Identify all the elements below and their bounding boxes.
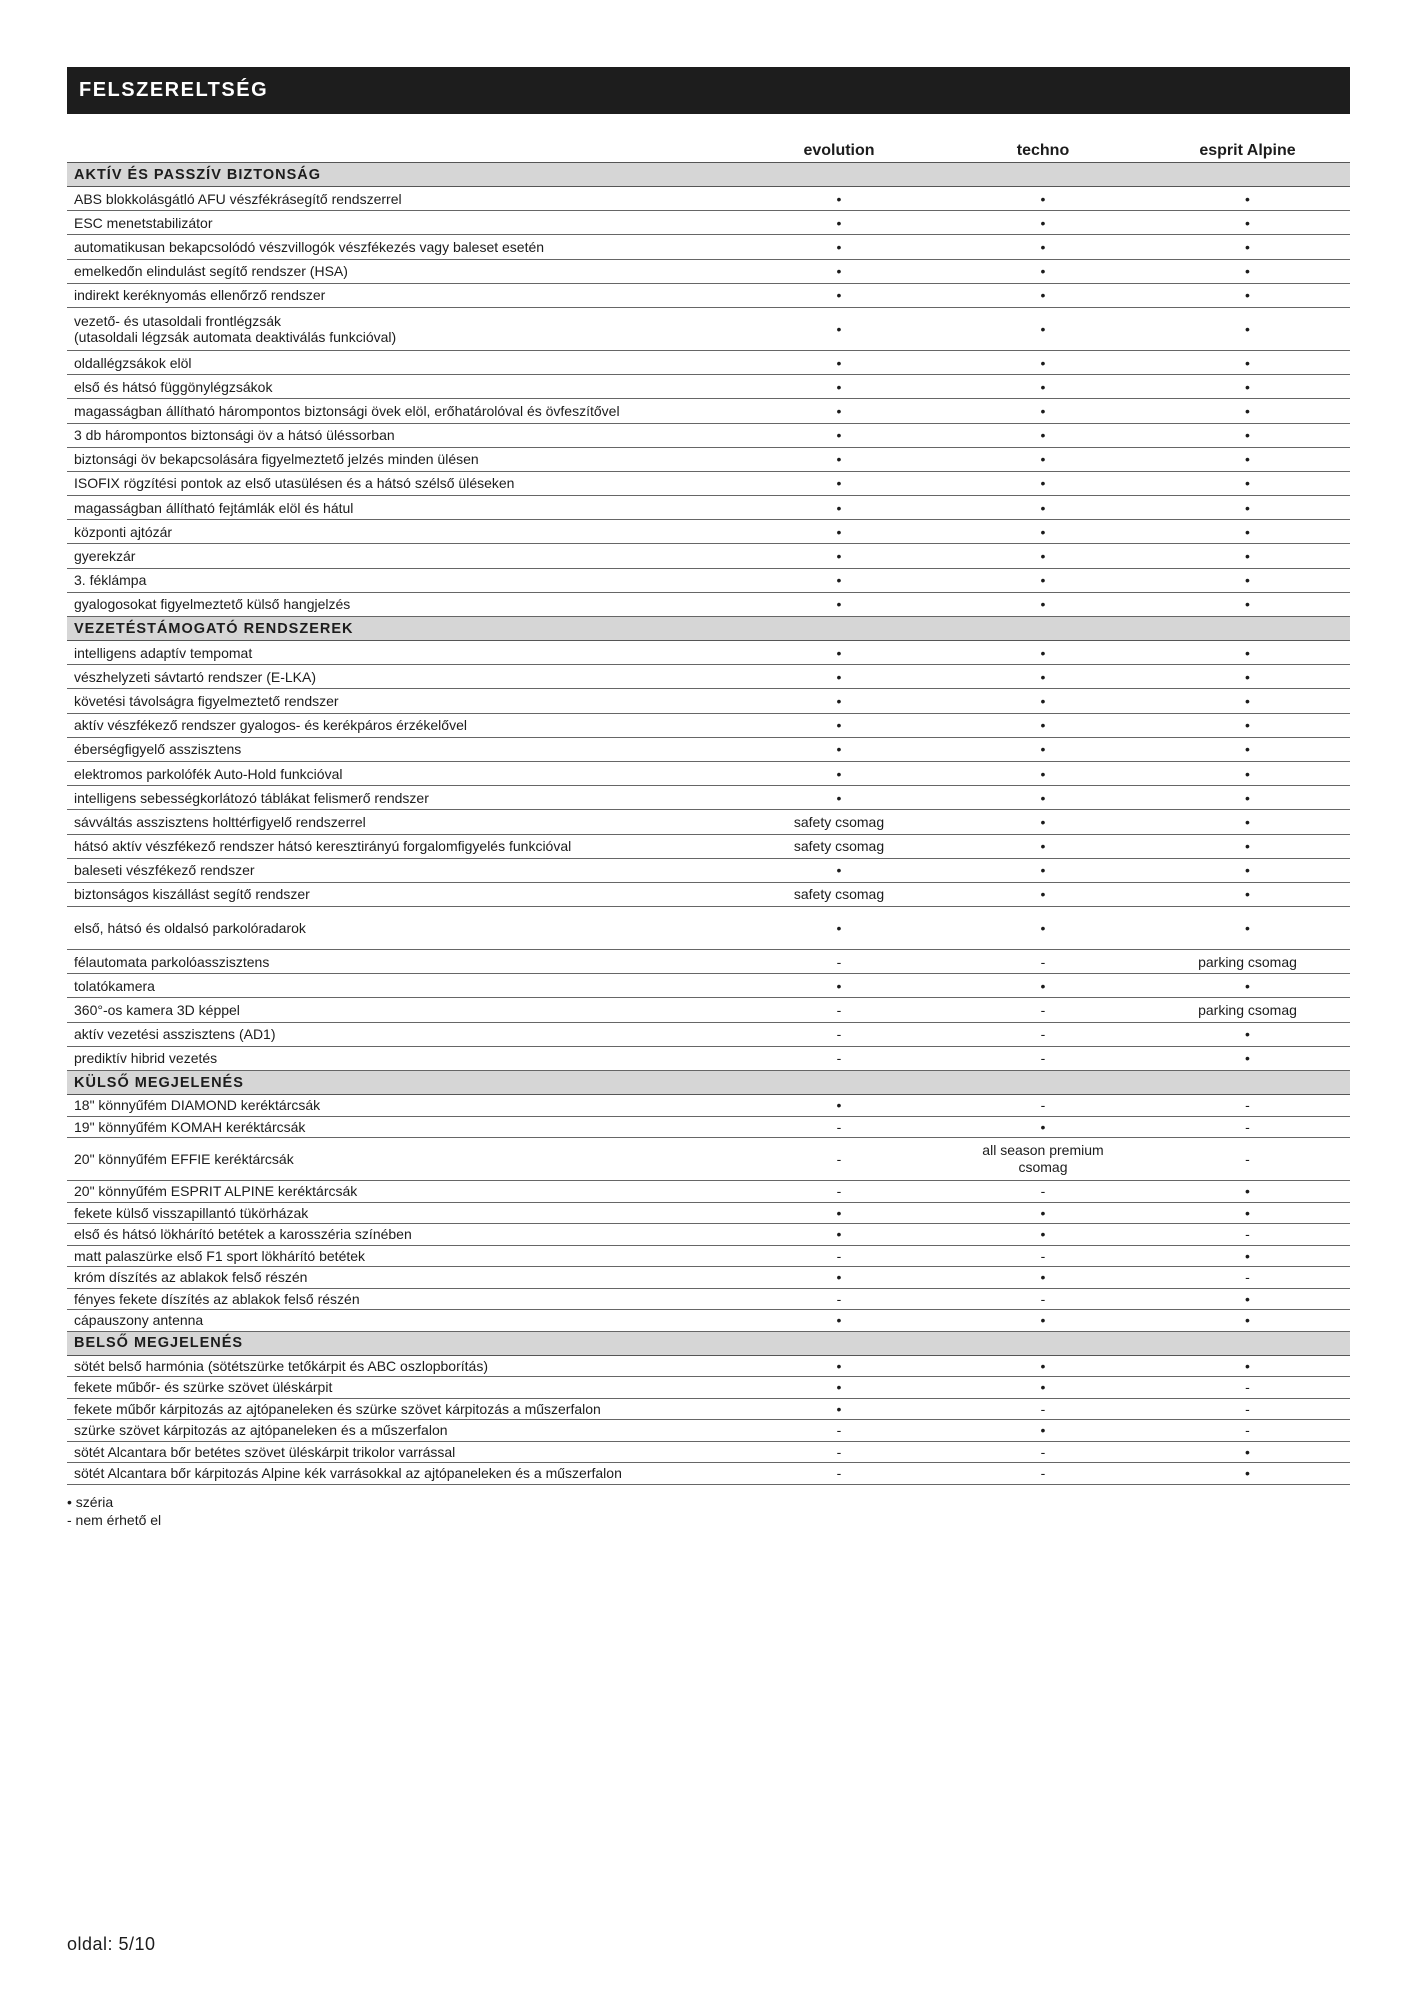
value-techno: • xyxy=(941,187,1145,211)
value-evolution: - xyxy=(737,1022,941,1046)
table-row xyxy=(67,496,1350,520)
value-evolution: • xyxy=(737,520,941,544)
feature-label: sávváltás asszisztens holttérfigyelő rendszerrel xyxy=(67,810,737,834)
value-evolution: • xyxy=(737,1398,941,1420)
table-row xyxy=(67,447,1350,471)
feature-label: központi ajtózár xyxy=(67,520,737,544)
value-techno: • xyxy=(941,568,1145,592)
feature-label: intelligens adaptív tempomat xyxy=(67,641,737,665)
feature-label: sötét Alcantara bőr kárpitozás Alpine kék varrásokkal az ajtópaneleken és a műszerfalon xyxy=(67,1463,737,1485)
feature-label: 3. féklámpa xyxy=(67,568,737,592)
value-evolution: safety csomag xyxy=(737,810,941,834)
table-row xyxy=(67,1420,1350,1442)
value-evolution: • xyxy=(737,592,941,616)
value-evolution: • xyxy=(737,307,941,350)
value-evolution: • xyxy=(737,211,941,235)
feature-label: vészhelyzeti sávtartó rendszer (E-LKA) xyxy=(67,665,737,689)
table-row xyxy=(67,1310,1350,1332)
value-esprit-alpine: • xyxy=(1145,520,1350,544)
page-number: oldal: 5/10 xyxy=(67,1934,156,1954)
feature-label: ISOFIX rögzítési pontok az első utasülésen és a hátsó szélső üléseken xyxy=(67,471,737,495)
feature-label: első és hátsó függönylégzsákok xyxy=(67,375,737,399)
table-row xyxy=(67,1095,1350,1117)
value-esprit-alpine: • xyxy=(1145,447,1350,471)
value-techno: • xyxy=(941,1202,1145,1224)
value-techno: • xyxy=(941,375,1145,399)
value-techno: - xyxy=(941,950,1145,974)
value-evolution: • xyxy=(737,737,941,761)
section-header: BELSŐ MEGJELENÉS xyxy=(67,1331,1350,1355)
value-esprit-alpine: • xyxy=(1145,399,1350,423)
feature-label: króm díszítés az ablakok felső részén xyxy=(67,1267,737,1289)
value-evolution: • xyxy=(737,1377,941,1399)
value-techno: - xyxy=(941,1181,1145,1203)
feature-label: cápauszony antenna xyxy=(67,1310,737,1332)
feature-label: gyalogosokat figyelmeztető külső hangjelzés xyxy=(67,592,737,616)
value-esprit-alpine: • xyxy=(1145,211,1350,235)
feature-label: gyerekzár xyxy=(67,544,737,568)
feature-label: fekete műbőr kárpitozás az ajtópaneleken és szürke szövet kárpitozás a műszerfalon xyxy=(67,1398,737,1420)
value-evolution: • xyxy=(737,1310,941,1332)
feature-label: 18" könnyűfém DIAMOND keréktárcsák xyxy=(67,1095,737,1117)
value-esprit-alpine: • xyxy=(1145,235,1350,259)
table-row xyxy=(67,974,1350,998)
value-esprit-alpine: • xyxy=(1145,1441,1350,1463)
value-techno: - xyxy=(941,1022,1145,1046)
table-row xyxy=(67,641,1350,665)
page-title: FELSZERELTSÉG xyxy=(79,79,269,101)
value-techno: - xyxy=(941,1245,1145,1267)
value-evolution: - xyxy=(737,1181,941,1203)
table-row xyxy=(67,1138,1350,1181)
feature-label: aktív vészfékező rendszer gyalogos- és kerékpáros érzékelővel xyxy=(67,713,737,737)
feature-label: 19" könnyűfém KOMAH keréktárcsák xyxy=(67,1116,737,1138)
feature-label: 3 db hárompontos biztonsági öv a hátsó üléssorban xyxy=(67,423,737,447)
value-esprit-alpine: • xyxy=(1145,882,1350,906)
column-header-evolution: evolution xyxy=(737,136,941,163)
value-techno: • xyxy=(941,907,1145,950)
value-esprit-alpine: • xyxy=(1145,496,1350,520)
value-esprit-alpine: • xyxy=(1145,1245,1350,1267)
table-row xyxy=(67,375,1350,399)
value-esprit-alpine: • xyxy=(1145,786,1350,810)
table-row xyxy=(67,1463,1350,1485)
value-techno: • xyxy=(941,974,1145,998)
value-evolution: - xyxy=(737,1288,941,1310)
value-esprit-alpine: • xyxy=(1145,350,1350,374)
table-row xyxy=(67,1377,1350,1399)
value-techno: • xyxy=(941,399,1145,423)
feature-label: fekete műbőr- és szürke szövet üléskárpit xyxy=(67,1377,737,1399)
value-techno: • xyxy=(941,1116,1145,1138)
feature-label: baleseti vészfékező rendszer xyxy=(67,858,737,882)
column-header-esprit-alpine: esprit Alpine xyxy=(1145,136,1350,163)
value-techno: • xyxy=(941,1310,1145,1332)
feature-label: vezető- és utasoldali frontlégzsák (utasoldali légzsák automata deaktiválás funkcióval) xyxy=(67,307,737,350)
value-evolution: • xyxy=(737,761,941,785)
value-evolution: - xyxy=(737,950,941,974)
value-esprit-alpine: • xyxy=(1145,810,1350,834)
value-esprit-alpine: • xyxy=(1145,1310,1350,1332)
value-esprit-alpine: - xyxy=(1145,1377,1350,1399)
value-esprit-alpine: • xyxy=(1145,858,1350,882)
feature-label: magasságban állítható hárompontos biztonsági övek elöl, erőhatárolóval és övfeszítővel xyxy=(67,399,737,423)
value-esprit-alpine: - xyxy=(1145,1224,1350,1246)
table-row xyxy=(67,1398,1350,1420)
value-esprit-alpine: • xyxy=(1145,259,1350,283)
value-techno: • xyxy=(941,810,1145,834)
column-header-feature xyxy=(67,136,737,163)
value-esprit-alpine: • xyxy=(1145,307,1350,350)
value-evolution: • xyxy=(737,259,941,283)
feature-label: 360°-os kamera 3D képpel xyxy=(67,998,737,1022)
value-esprit-alpine: - xyxy=(1145,1420,1350,1442)
value-evolution: - xyxy=(737,1463,941,1485)
value-techno: • xyxy=(941,520,1145,544)
feature-label: fényes fekete díszítés az ablakok felső részén xyxy=(67,1288,737,1310)
table-row xyxy=(67,665,1350,689)
feature-label: biztonsági öv bekapcsolására figyelmeztető jelzés minden ülésen xyxy=(67,447,737,471)
value-evolution: • xyxy=(737,1355,941,1377)
table-row xyxy=(67,1355,1350,1377)
value-techno: • xyxy=(941,1267,1145,1289)
value-evolution: • xyxy=(737,447,941,471)
value-evolution: • xyxy=(737,568,941,592)
value-esprit-alpine: - xyxy=(1145,1267,1350,1289)
table-row xyxy=(67,689,1350,713)
feature-label: 20" könnyűfém ESPRIT ALPINE keréktárcsák xyxy=(67,1181,737,1203)
feature-label: 20" könnyűfém EFFIE keréktárcsák xyxy=(67,1138,737,1181)
value-evolution: • xyxy=(737,641,941,665)
value-techno: - xyxy=(941,1463,1145,1485)
value-techno: • xyxy=(941,761,1145,785)
value-evolution: - xyxy=(737,1420,941,1442)
value-techno: - xyxy=(941,1095,1145,1117)
feature-label: ABS blokkolásgátló AFU vészfékrásegítő rendszerrel xyxy=(67,187,737,211)
table-row xyxy=(67,1224,1350,1246)
value-techno: • xyxy=(941,592,1145,616)
value-techno: all season premium csomag xyxy=(941,1138,1145,1181)
value-techno: • xyxy=(941,665,1145,689)
feature-label: oldallégzsákok elöl xyxy=(67,350,737,374)
value-techno: • xyxy=(941,307,1145,350)
feature-label: első, hátsó és oldalsó parkolóradarok xyxy=(67,907,737,950)
value-evolution: • xyxy=(737,713,941,737)
value-esprit-alpine: • xyxy=(1145,737,1350,761)
value-evolution: • xyxy=(737,235,941,259)
value-techno: • xyxy=(941,882,1145,906)
value-evolution: - xyxy=(737,1138,941,1181)
table-row xyxy=(67,544,1350,568)
value-techno: • xyxy=(941,496,1145,520)
feature-label: prediktív hibrid vezetés xyxy=(67,1046,737,1070)
value-evolution: • xyxy=(737,1202,941,1224)
value-evolution: - xyxy=(737,1245,941,1267)
value-techno: • xyxy=(941,689,1145,713)
table-row xyxy=(67,858,1350,882)
value-esprit-alpine: • xyxy=(1145,187,1350,211)
value-esprit-alpine: • xyxy=(1145,1046,1350,1070)
value-techno: • xyxy=(941,641,1145,665)
value-esprit-alpine: • xyxy=(1145,375,1350,399)
value-techno: • xyxy=(941,447,1145,471)
table-row xyxy=(67,187,1350,211)
feature-label: aktív vezetési asszisztens (AD1) xyxy=(67,1022,737,1046)
value-esprit-alpine: • xyxy=(1145,544,1350,568)
value-evolution: - xyxy=(737,1116,941,1138)
table-row xyxy=(67,1267,1350,1289)
feature-label: indirekt keréknyomás ellenőrző rendszer xyxy=(67,283,737,307)
value-techno: • xyxy=(941,259,1145,283)
page xyxy=(67,67,1350,1529)
table-row xyxy=(67,283,1350,307)
value-techno: • xyxy=(941,350,1145,374)
value-evolution: • xyxy=(737,375,941,399)
value-esprit-alpine: parking csomag xyxy=(1145,998,1350,1022)
table-row xyxy=(67,1245,1350,1267)
feature-label: sötét belső harmónia (sötétszürke tetőkárpit és ABC oszlopborítás) xyxy=(67,1355,737,1377)
value-evolution: • xyxy=(737,786,941,810)
feature-label: ESC menetstabilizátor xyxy=(67,211,737,235)
value-techno: • xyxy=(941,1355,1145,1377)
table-row xyxy=(67,1046,1350,1070)
value-evolution: safety csomag xyxy=(737,834,941,858)
value-techno: • xyxy=(941,858,1145,882)
feature-label: matt palaszürke első F1 sport lökhárító betétek xyxy=(67,1245,737,1267)
value-evolution: • xyxy=(737,689,941,713)
table-row xyxy=(67,399,1350,423)
value-esprit-alpine: • xyxy=(1145,1022,1350,1046)
table-row xyxy=(67,211,1350,235)
value-evolution: • xyxy=(737,858,941,882)
value-esprit-alpine: • xyxy=(1145,834,1350,858)
feature-label: követési távolságra figyelmeztető rendszer xyxy=(67,689,737,713)
value-esprit-alpine: • xyxy=(1145,1202,1350,1224)
table-row xyxy=(67,1022,1350,1046)
value-esprit-alpine: • xyxy=(1145,568,1350,592)
value-esprit-alpine: • xyxy=(1145,423,1350,447)
value-techno: • xyxy=(941,283,1145,307)
value-esprit-alpine: - xyxy=(1145,1138,1350,1181)
value-evolution: • xyxy=(737,187,941,211)
value-techno: - xyxy=(941,1441,1145,1463)
value-techno: - xyxy=(941,1398,1145,1420)
value-esprit-alpine: - xyxy=(1145,1116,1350,1138)
value-evolution: • xyxy=(737,399,941,423)
feature-label: magasságban állítható fejtámlák elöl és hátul xyxy=(67,496,737,520)
value-esprit-alpine: parking csomag xyxy=(1145,950,1350,974)
value-evolution: • xyxy=(737,974,941,998)
table-row xyxy=(67,786,1350,810)
feature-label: félautomata parkolóasszisztens xyxy=(67,950,737,974)
value-esprit-alpine: • xyxy=(1145,1288,1350,1310)
feature-label: fekete külső visszapillantó tükörházak xyxy=(67,1202,737,1224)
feature-label: sötét Alcantara bőr betétes szövet üléskárpit trikolor varrással xyxy=(67,1441,737,1463)
value-techno: • xyxy=(941,211,1145,235)
table-row xyxy=(67,1441,1350,1463)
value-evolution: • xyxy=(737,665,941,689)
value-esprit-alpine: - xyxy=(1145,1095,1350,1117)
value-evolution: • xyxy=(737,907,941,950)
value-esprit-alpine: • xyxy=(1145,907,1350,950)
value-esprit-alpine: • xyxy=(1145,713,1350,737)
value-techno: - xyxy=(941,1288,1145,1310)
section-header: VEZETÉSTÁMOGATÓ RENDSZEREK xyxy=(67,617,1350,641)
value-evolution: • xyxy=(737,1224,941,1246)
value-techno: • xyxy=(941,423,1145,447)
feature-label: biztonságos kiszállást segítő rendszer xyxy=(67,882,737,906)
legend xyxy=(67,1493,1350,1529)
section-header-row xyxy=(67,1071,1350,1095)
table-row xyxy=(67,520,1350,544)
value-evolution: • xyxy=(737,283,941,307)
value-esprit-alpine: • xyxy=(1145,761,1350,785)
value-esprit-alpine: • xyxy=(1145,471,1350,495)
value-evolution: - xyxy=(737,1441,941,1463)
value-evolution: • xyxy=(737,350,941,374)
value-evolution: - xyxy=(737,1046,941,1070)
table-row xyxy=(67,834,1350,858)
feature-label: emelkedőn elindulást segítő rendszer (HSA) xyxy=(67,259,737,283)
equipment-table-body xyxy=(67,163,1350,1485)
value-techno: • xyxy=(941,471,1145,495)
value-techno: • xyxy=(941,1420,1145,1442)
value-evolution: • xyxy=(737,496,941,520)
value-esprit-alpine: • xyxy=(1145,974,1350,998)
table-row xyxy=(67,998,1350,1022)
section-header-row xyxy=(67,163,1350,187)
feature-label: automatikusan bekapcsolódó vészvillogók vészfékezés vagy baleset esetén xyxy=(67,235,737,259)
value-techno: • xyxy=(941,235,1145,259)
feature-label: intelligens sebességkorlátozó táblákat felismerő rendszer xyxy=(67,786,737,810)
value-evolution: • xyxy=(737,423,941,447)
value-esprit-alpine: • xyxy=(1145,689,1350,713)
table-row xyxy=(67,1116,1350,1138)
value-esprit-alpine: • xyxy=(1145,1355,1350,1377)
equipment-table xyxy=(67,136,1350,1485)
legend-series: • széria xyxy=(67,1493,114,1510)
section-header-row xyxy=(67,617,1350,641)
section-header: AKTÍV ÉS PASSZÍV BIZTONSÁG xyxy=(67,163,1350,187)
value-techno: • xyxy=(941,713,1145,737)
column-header-row xyxy=(67,136,1350,163)
table-row xyxy=(67,907,1350,950)
value-evolution: • xyxy=(737,544,941,568)
value-esprit-alpine: - xyxy=(1145,1398,1350,1420)
value-techno: • xyxy=(941,1377,1145,1399)
feature-label: hátsó aktív vészfékező rendszer hátsó keresztirányú forgalomfigyelés funkcióval xyxy=(67,834,737,858)
feature-label: elektromos parkolófék Auto-Hold funkcióval xyxy=(67,761,737,785)
table-row xyxy=(67,1181,1350,1203)
table-row xyxy=(67,259,1350,283)
feature-label: első és hátsó lökhárító betétek a karosszéria színében xyxy=(67,1224,737,1246)
value-esprit-alpine: • xyxy=(1145,641,1350,665)
column-header-techno: techno xyxy=(941,136,1145,163)
table-row xyxy=(67,350,1350,374)
table-row xyxy=(67,1288,1350,1310)
value-esprit-alpine: • xyxy=(1145,592,1350,616)
legend-not-available: - nem érhető el xyxy=(67,1511,162,1528)
value-evolution: • xyxy=(737,1095,941,1117)
value-esprit-alpine: • xyxy=(1145,1463,1350,1485)
value-techno: - xyxy=(941,998,1145,1022)
value-techno: - xyxy=(941,1046,1145,1070)
table-row xyxy=(67,423,1350,447)
value-esprit-alpine: • xyxy=(1145,1181,1350,1203)
table-row xyxy=(67,235,1350,259)
table-row xyxy=(67,471,1350,495)
table-row xyxy=(67,737,1350,761)
table-row xyxy=(67,307,1350,350)
table-row xyxy=(67,713,1350,737)
table-row xyxy=(67,950,1350,974)
value-esprit-alpine: • xyxy=(1145,283,1350,307)
table-row xyxy=(67,1202,1350,1224)
value-evolution: • xyxy=(737,471,941,495)
feature-label: tolatókamera xyxy=(67,974,737,998)
section-header: KÜLSŐ MEGJELENÉS xyxy=(67,1071,1350,1095)
section-header-row xyxy=(67,1331,1350,1355)
value-evolution: - xyxy=(737,998,941,1022)
feature-label: éberségfigyelő asszisztens xyxy=(67,737,737,761)
value-techno: • xyxy=(941,544,1145,568)
value-techno: • xyxy=(941,834,1145,858)
table-row xyxy=(67,568,1350,592)
value-evolution: • xyxy=(737,1267,941,1289)
value-evolution: safety csomag xyxy=(737,882,941,906)
value-techno: • xyxy=(941,737,1145,761)
table-row xyxy=(67,592,1350,616)
table-row xyxy=(67,761,1350,785)
feature-label: szürke szövet kárpitozás az ajtópaneleken és a műszerfalon xyxy=(67,1420,737,1442)
value-esprit-alpine: • xyxy=(1145,665,1350,689)
table-row xyxy=(67,810,1350,834)
table-row xyxy=(67,882,1350,906)
value-techno: • xyxy=(941,786,1145,810)
value-techno: • xyxy=(941,1224,1145,1246)
section-title-bar xyxy=(67,67,1350,114)
